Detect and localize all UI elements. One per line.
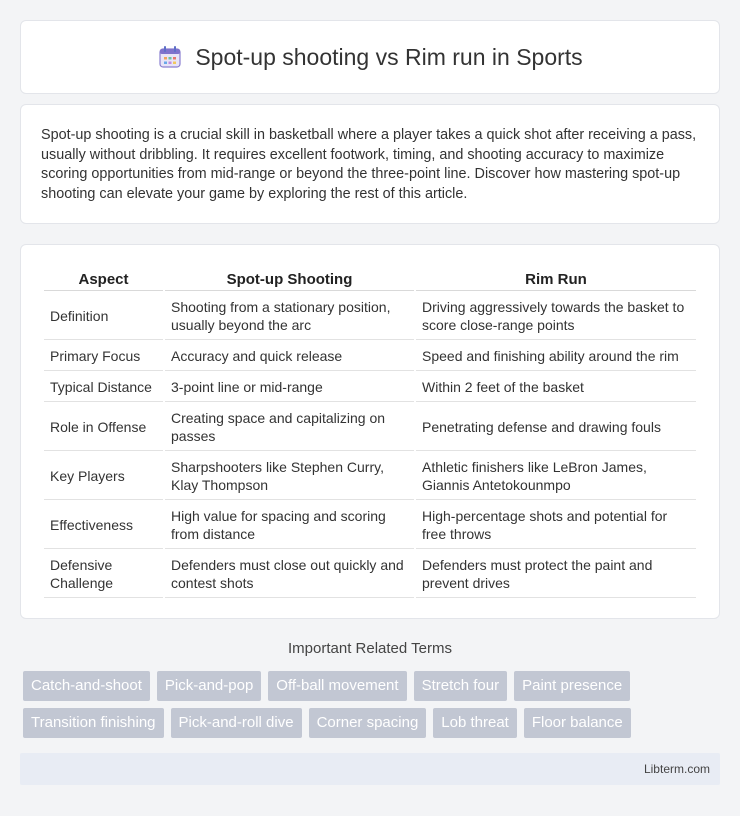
row-aspect: Primary Focus [44, 342, 163, 371]
comparison-table [42, 265, 698, 600]
row-rim-run: Athletic finishers like LeBron James, Giannis Antetokounmpo [416, 453, 696, 500]
table-row [44, 373, 696, 402]
row-rim-run: Driving aggressively towards the basket to score close-range points [416, 293, 696, 340]
row-aspect: Definition [44, 293, 163, 340]
row-spot-up: Creating space and capitalizing on passes [165, 404, 414, 451]
row-aspect: Key Players [44, 453, 163, 500]
header-spot-up: Spot-up Shooting [165, 267, 414, 291]
row-aspect: Defensive Challenge [44, 551, 163, 598]
tag-corner-spacing[interactable]: Corner spacing [309, 708, 427, 738]
table-row [44, 453, 696, 500]
tag-off-ball-movement[interactable]: Off-ball movement [268, 671, 406, 701]
row-spot-up: Sharpshooters like Stephen Curry, Klay Thompson [165, 453, 414, 500]
page-title: Spot-up shooting vs Rim run in Sports [195, 43, 583, 70]
tag-pick-and-roll-dive[interactable]: Pick-and-roll dive [171, 708, 302, 738]
row-spot-up: Defenders must close out quickly and contest shots [165, 551, 414, 598]
footer-site-link[interactable]: Libterm.com [643, 762, 710, 776]
related-terms-title: Important Related Terms [288, 640, 452, 657]
tag-paint-presence[interactable]: Paint presence [514, 671, 630, 701]
table-row [44, 551, 696, 598]
header-aspect: Aspect [44, 267, 163, 291]
table-row [44, 502, 696, 549]
calendar-icon [157, 44, 183, 70]
row-aspect: Effectiveness [44, 502, 163, 549]
row-rim-run: Defenders must protect the paint and prevent drives [416, 551, 696, 598]
row-aspect: Typical Distance [44, 373, 163, 402]
table-row [44, 342, 696, 371]
row-rim-run: High-percentage shots and potential for free throws [416, 502, 696, 549]
tag-pick-and-pop[interactable]: Pick-and-pop [157, 671, 261, 701]
tag-catch-and-shoot[interactable]: Catch-and-shoot [23, 671, 150, 701]
tag-floor-balance[interactable]: Floor balance [524, 708, 631, 738]
footer [20, 753, 720, 785]
row-rim-run: Penetrating defense and drawing fouls [416, 404, 696, 451]
row-aspect: Role in Offense [44, 404, 163, 451]
tag-lob-threat[interactable]: Lob threat [433, 708, 517, 738]
comparison-table-card [20, 244, 720, 619]
row-rim-run: Speed and finishing ability around the rim [416, 342, 696, 371]
table-row [44, 404, 696, 451]
row-rim-run: Within 2 feet of the basket [416, 373, 696, 402]
tag-row [23, 708, 723, 738]
row-spot-up: High value for spacing and scoring from distance [165, 502, 414, 549]
row-spot-up: 3-point line or mid-range [165, 373, 414, 402]
row-spot-up: Shooting from a stationary position, usually beyond the arc [165, 293, 414, 340]
title-card [20, 20, 720, 94]
table-row [44, 293, 696, 340]
intro-text: Spot-up shooting is a crucial skill in basketball where a player takes a quick shot after receiving a pass, usually without dribbling. It requires excellent footwork, timing, and shooting accuracy to maximize scoring opportunities from mid-range or beyond the three-point line. Discover how mastering spot-up shooting can elevate your game by exploring the rest of this article. [41, 127, 697, 202]
header-rim-run: Rim Run [416, 267, 696, 291]
related-terms-tags [23, 671, 723, 745]
intro-card [20, 104, 720, 224]
row-spot-up: Accuracy and quick release [165, 342, 414, 371]
tag-stretch-four[interactable]: Stretch four [414, 671, 508, 701]
tag-row [23, 671, 723, 701]
tag-transition-finishing[interactable]: Transition finishing [23, 708, 164, 738]
table-header-row [44, 267, 696, 291]
